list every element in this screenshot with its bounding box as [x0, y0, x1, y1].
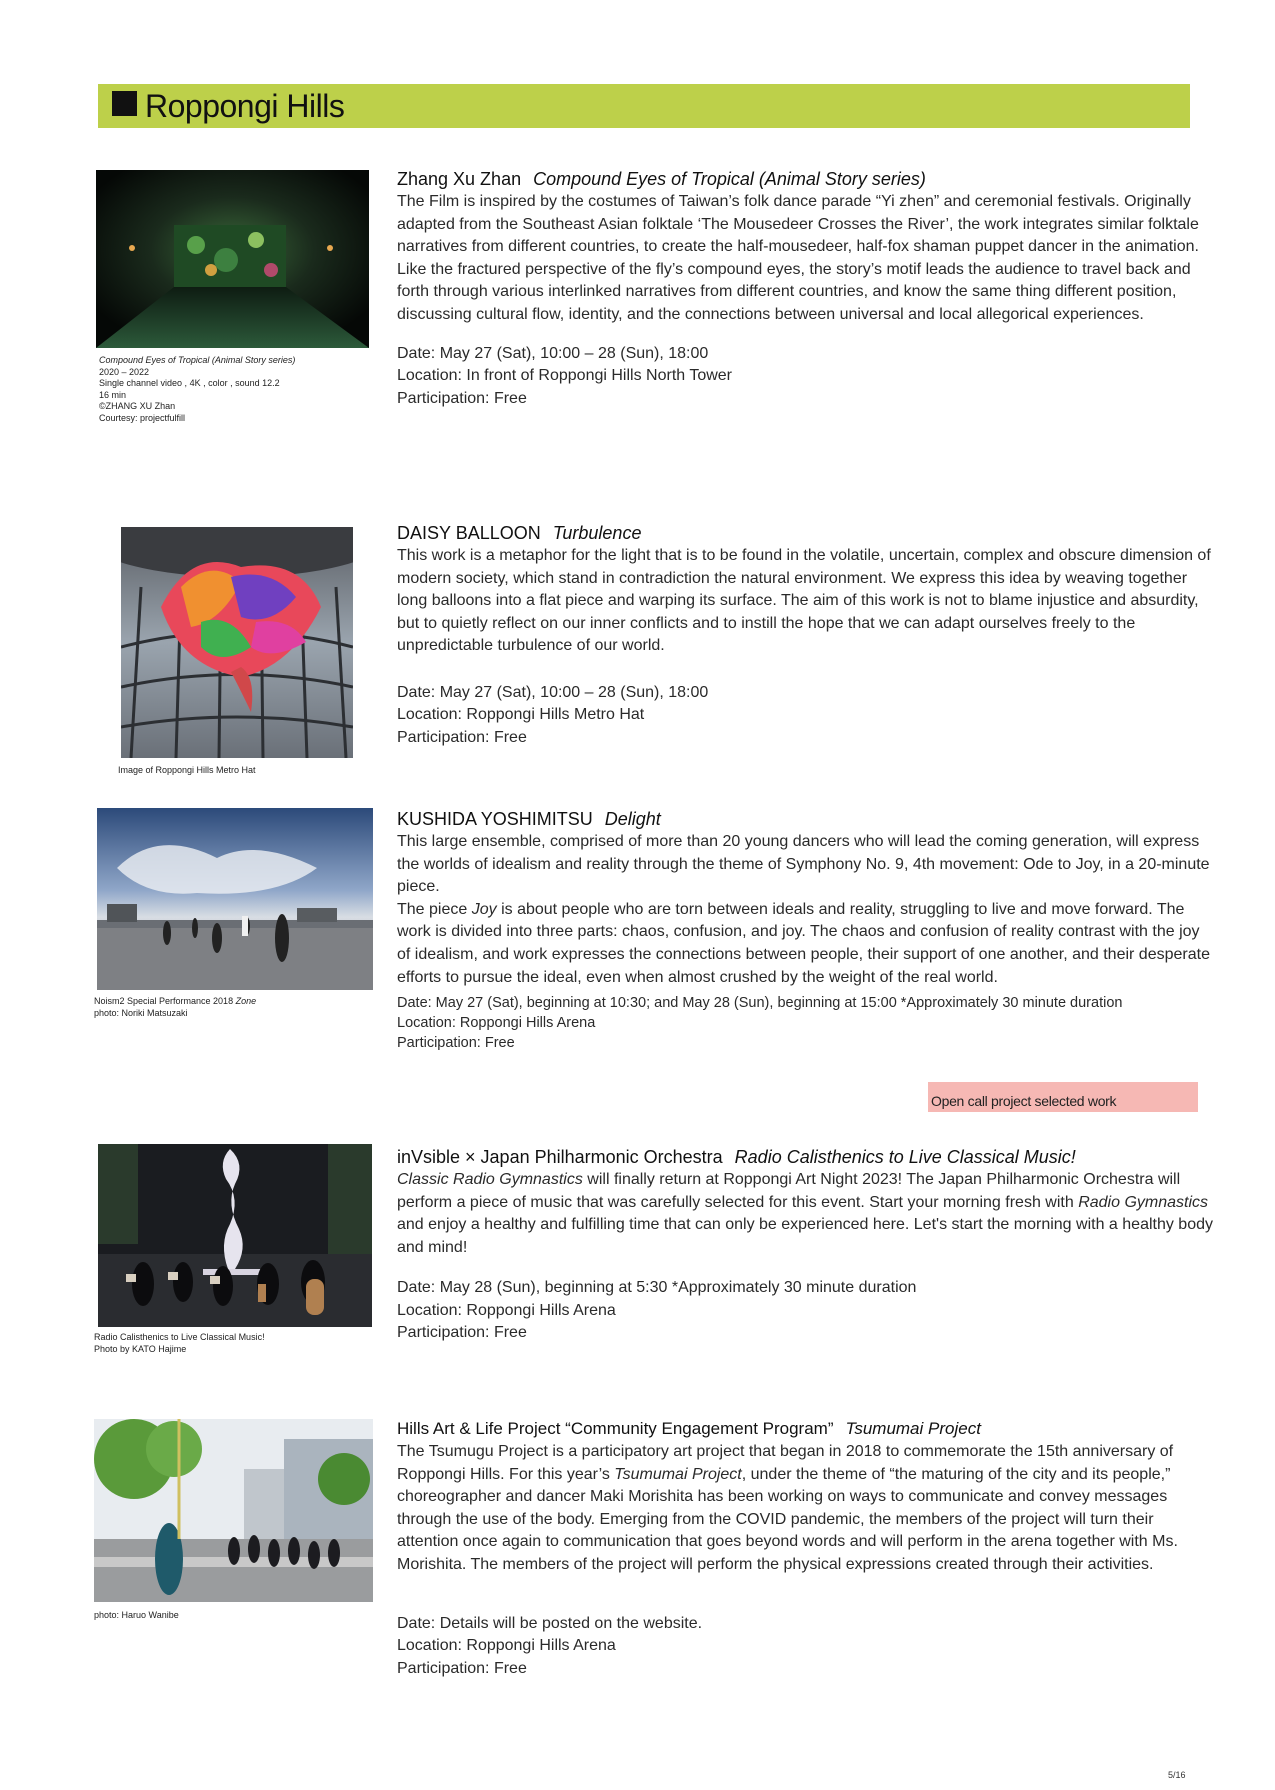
entry-description: The Tsumugu Project is a participatory art project that began in 2018 to commemorate the 15th anniversary of Roppongi Hills. For this year’s Tsumumai Project, under the theme of “the maturing of the city and its people,” choreographer and dancer Maki Morishita has been working on ways to communicate and convey messages through the use of the body. Emerging from the COVID pandemic, the members of the project will turn their attention once again to communication that goes beyond words and will perform in the arena together with Ms. Morishita. The members of the project will perform the physical expressions created through their activities.	[397, 1443, 1178, 1573]
entry-details	[397, 1277, 1217, 1345]
image-caption: Noism2 Special Performance 2018 Zone photo: Noriki Matsuzaki	[94, 996, 257, 1018]
entry-participation: Participation: Free	[397, 1324, 527, 1342]
entry-text-compound-eyes	[397, 167, 1217, 410]
entry-description: This work is a metaphor for the light that is to be found in the volatile, uncertain, complex and obscure dimension of modern society, which stand in contradiction the natural environment. We express this idea by weaving together long balloons into a flat piece and warping its surface. The aim of this work is not to blame injustice and absurdity, but to quietly reflect on our inner conflicts and to instill the hope that we can adapt ourselves freely to the unpredictable turbulence of our world.	[397, 547, 1211, 655]
entry-details	[397, 343, 1217, 411]
image-caption: Image of Roppongi Hills Metro Hat	[118, 765, 256, 775]
entry-description: The Film is inspired by the costumes of Taiwan’s folk dance parade “Yi zhen” and ceremonial festivals. Originally adapted from the Southeast Asian folktale ‘The Mousedeer Crosses the River’, the work integrates similar folktale narratives from different countries, to create the half-mousedeer, half-fox shaman puppet dancer in the animation. Like the fractured perspective of the fly’s compound eyes, the story’s motif leads the audience to travel back and forth through various interlinked narratives from different countries, and know the same thing different position, discussing cultural flow, identity, and the connections between universal and local allegorical experiences.	[397, 193, 1199, 323]
page-number: 5/16	[1168, 1770, 1186, 1780]
entry-text-radio-calisthenics	[397, 1145, 1217, 1345]
work-title: Radio Calisthenics to Live Classical Music!	[734, 1147, 1076, 1167]
work-title: Delight	[604, 809, 661, 829]
entry-location: Location: In front of Roppongi Hills North Tower	[397, 367, 732, 385]
image-caption: Radio Calisthenics to Live Classical Music! Photo by KATO Hajime	[94, 1332, 265, 1354]
entry-location: Location: Roppongi Hills Arena	[397, 1015, 596, 1032]
entry-text-turbulence	[397, 521, 1217, 749]
entry-title	[397, 1417, 1217, 1441]
entry-title	[397, 167, 1217, 191]
entry-date: Date: Details will be posted on the website.	[397, 1614, 703, 1632]
entry-description: Classic Radio Gymnastics will finally return at Roppongi Art Night 2023! The Japan Philharmonic Orchestra will perform a piece of music that was carefully selected for this event. Start your morning fresh with Radio Gymnastics and enjoy a healthy and fulfilling time that can only be experienced here. Let's start the morning with a healthy body and mind!	[397, 1171, 1213, 1256]
image-caption: Compound Eyes of Tropical (Animal Story series) 2020 – 2022 Single channel video , 4K , color , sound 12.2 16 min ©ZHANG XU Zhan Courtesy: projectfulfill	[99, 355, 296, 423]
entry-details	[397, 993, 1217, 1053]
work-title: Compound Eyes of Tropical (Animal Story series)	[533, 169, 926, 189]
entry-text-tsumumai	[397, 1417, 1217, 1680]
artist-name: inVsible × Japan Philharmonic Orchestra	[397, 1147, 723, 1167]
square-bullet-icon	[112, 91, 137, 116]
entry-image-delight	[97, 808, 373, 990]
section-header	[98, 84, 1190, 128]
entry-title	[397, 521, 1217, 545]
entry-title	[397, 1145, 1217, 1169]
entry-participation: Participation: Free	[397, 1035, 515, 1052]
entry-date: Date: May 27 (Sat), 10:00 – 28 (Sun), 18:00	[397, 344, 709, 362]
entry-image-compound-eyes	[96, 170, 369, 348]
entry-participation: Participation: Free	[397, 389, 527, 407]
artist-name: KUSHIDA YOSHIMITSU	[397, 809, 593, 829]
entry-details	[397, 1613, 1217, 1681]
entry-title	[397, 807, 1217, 831]
work-title: Turbulence	[552, 523, 642, 543]
artist-name: DAISY BALLOON	[397, 523, 541, 543]
entry-participation: Participation: Free	[397, 1659, 527, 1677]
entry-date: Date: May 27 (Sat), beginning at 10:30; and May 28 (Sun), beginning at 15:00 *Approximately 30 minute duration	[397, 995, 1123, 1012]
section-title: Roppongi Hills	[145, 88, 345, 124]
artist-name: Zhang Xu Zhan	[397, 169, 522, 189]
work-title: Tsumumai Project	[845, 1419, 981, 1438]
entry-date: Date: May 27 (Sat), 10:00 – 28 (Sun), 18:00	[397, 683, 709, 701]
entry-location: Location: Roppongi Hills Arena	[397, 1637, 616, 1655]
entry-text-delight	[397, 807, 1217, 1053]
image-caption: photo: Haruo Wanibe	[94, 1610, 179, 1620]
artist-name: Hills Art & Life Project “Community Engagement Program”	[397, 1419, 834, 1438]
entry-image-turbulence	[121, 527, 353, 758]
entry-details	[397, 682, 1217, 750]
entry-description: This large ensemble, comprised of more than 20 young dancers who will lead the coming generation, will express the worlds of idealism and reality through the theme of Symphony No. 9, 4th movement: Ode to Joy, in a 20-minute piece. The piece Joy is about people who are torn between ideals and reality, struggling to live and move forward. The work is divided into three parts: chaos, confusion, and joy. The chaos and confusion of reality contrast with the joy of idealism, and work expresses the connections between people, their support of one another, and their desperate efforts to pursue the ideal, even when almost crushed by the weight of the real world.	[397, 833, 1210, 986]
entry-image-tsumumai	[94, 1419, 373, 1602]
entry-location: Location: Roppongi Hills Metro Hat	[397, 706, 645, 724]
entry-image-radio-calisthenics	[98, 1144, 372, 1327]
entry-participation: Participation: Free	[397, 728, 527, 746]
open-call-badge: Open call project selected work	[928, 1082, 1198, 1112]
entry-date: Date: May 28 (Sun), beginning at 5:30 *Approximately 30 minute duration	[397, 1279, 917, 1297]
entry-location: Location: Roppongi Hills Arena	[397, 1301, 616, 1319]
